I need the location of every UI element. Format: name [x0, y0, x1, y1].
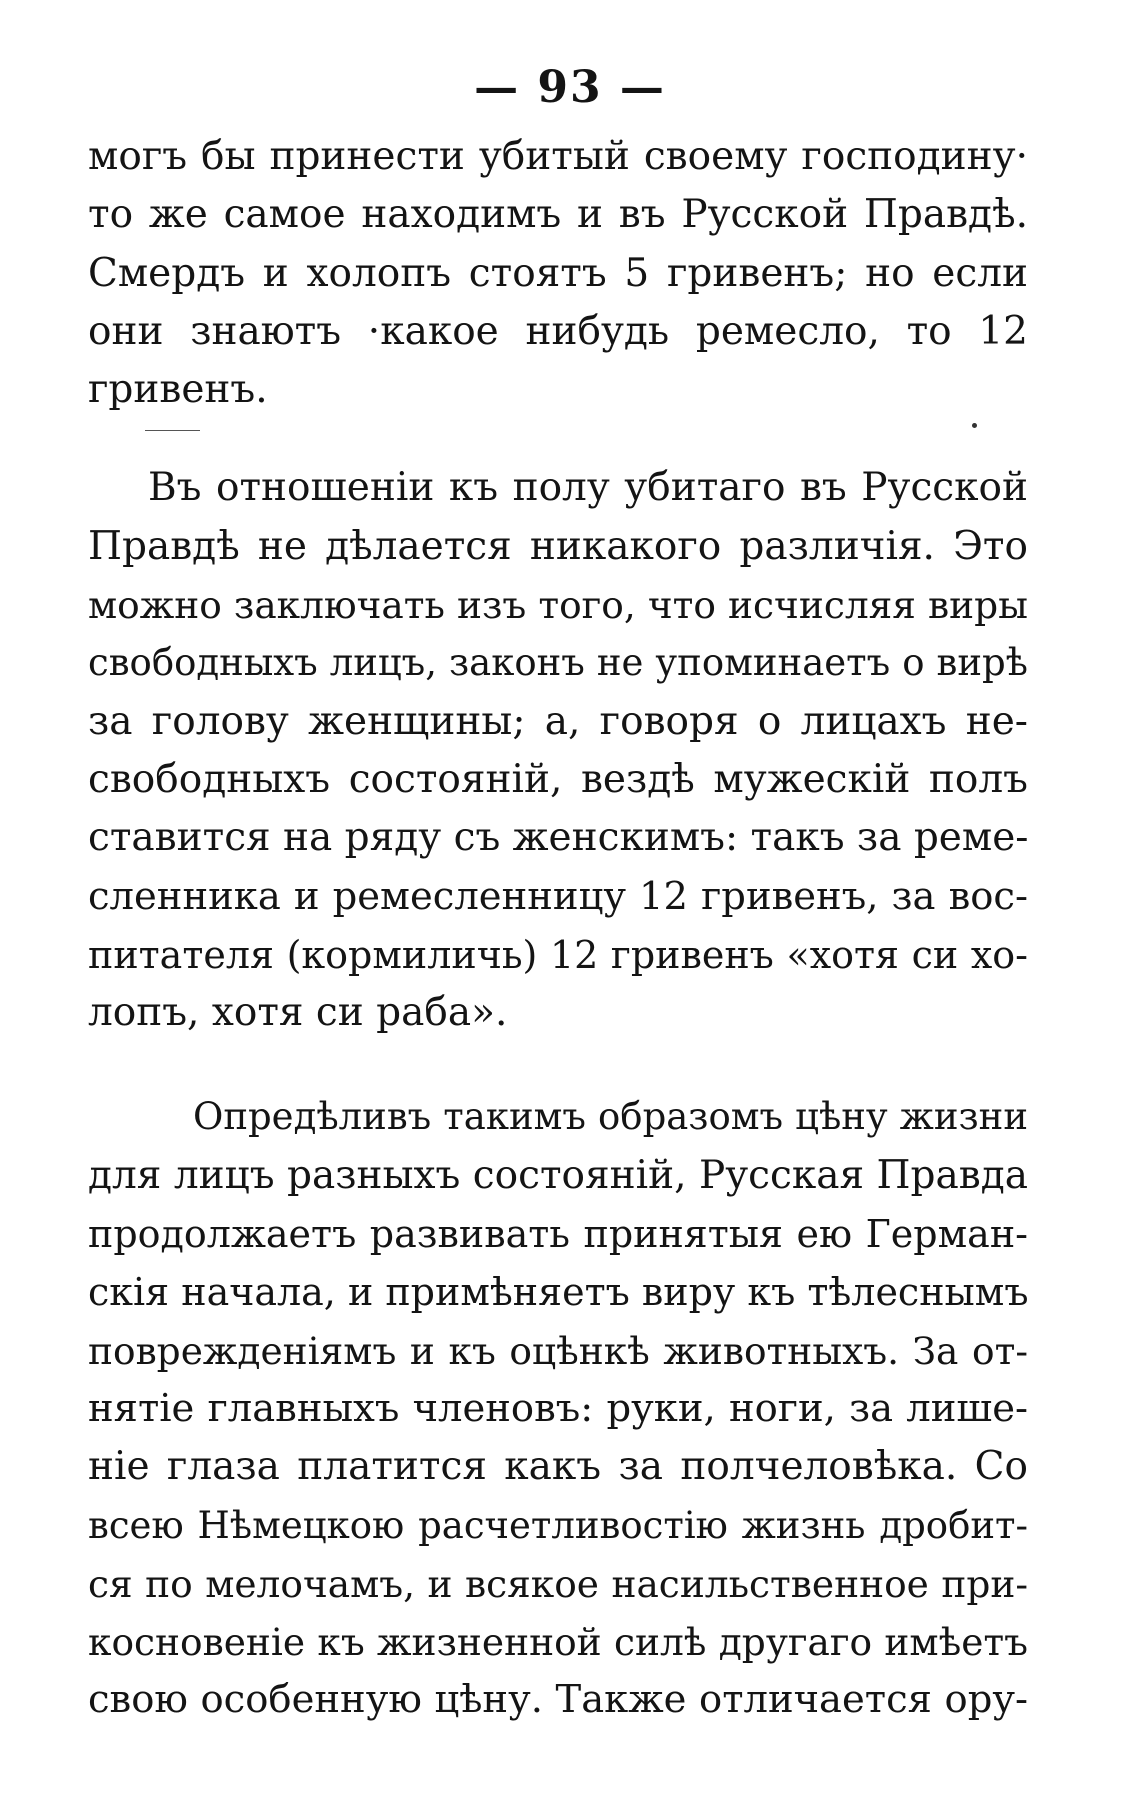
text-line: ставится на ряду съ женскимъ: такъ за реме- — [88, 815, 1029, 861]
text-line: свободныхъ состояній, вездѣ мужескій полъ — [88, 756, 1028, 802]
paragraph-spacer — [88, 419, 1028, 459]
text-line: они знаютъ ·какое нибудь ремесло, то 12 — [88, 308, 1028, 354]
text-line: всею Нѣмецкою расчетливостію жизнь дробит- — [88, 1503, 1028, 1547]
text-line: Правдѣ не дѣлается никакого различія. Это — [88, 523, 1028, 569]
text-line: нятіе главныхъ членовъ: руки, ноги, за лише- — [88, 1385, 1028, 1431]
text-line: продолжаетъ развивать принятыя ею Герман- — [88, 1212, 1028, 1257]
text-line: Смердъ и холопъ стоятъ 5 гривенъ; но если — [88, 250, 1028, 296]
text-line: для лицъ разныхъ состояній, Русская Правда — [88, 1152, 1028, 1198]
text-line: Въ отношеніи къ полу убитаго въ Русской — [148, 465, 1028, 511]
text-line: свободныхъ лицъ, законъ не упоминаетъ о вирѣ — [88, 641, 1028, 685]
text-line: поврежденіямъ и къ оцѣнкѣ животныхъ. За от- — [88, 1328, 1028, 1373]
text-line: ніе глаза платится какъ за полчеловѣка. Со — [88, 1444, 1028, 1490]
paragraph-3 — [88, 1088, 1028, 1729]
text-line: скія начала, и примѣняетъ виру къ тѣлеснымъ — [88, 1270, 1029, 1315]
paragraph-2 — [88, 459, 1028, 1042]
text-line: могъ бы принести убитый своему господину· — [88, 134, 1028, 179]
text-line: Опредѣливъ такимъ образомъ цѣну жизни — [193, 1095, 1028, 1139]
text-line: косновеніе къ жизненной силѣ другаго имѣетъ — [88, 1620, 1028, 1665]
body-text — [88, 128, 1028, 1730]
text-line: за голову женщины; а, говоря о лицахъ не- — [88, 698, 1028, 744]
text-line: свою особенную цѣну. Также отличается ору- — [88, 1677, 1028, 1723]
text-line: лопъ, хотя си раба». — [88, 990, 508, 1036]
paragraph-1 — [88, 128, 1028, 419]
text-line: сленника и ремесленницу 12 гривенъ, за вос- — [88, 873, 1028, 919]
page-number: — 93 — — [474, 62, 666, 113]
text-line: питателя (кормиличь) 12 гривенъ «хотя си хо- — [88, 932, 1028, 977]
text-line: то же самое находимъ и въ Русской Правдѣ. — [88, 192, 1028, 238]
text-line: можно заключать изъ того, что исчисляя виры — [88, 583, 1028, 628]
text-line: гривенъ. — [88, 367, 268, 413]
text-line: ся по мелочамъ, и всякое насильственное при- — [88, 1561, 1028, 1606]
paragraph-spacer — [88, 1042, 1028, 1088]
